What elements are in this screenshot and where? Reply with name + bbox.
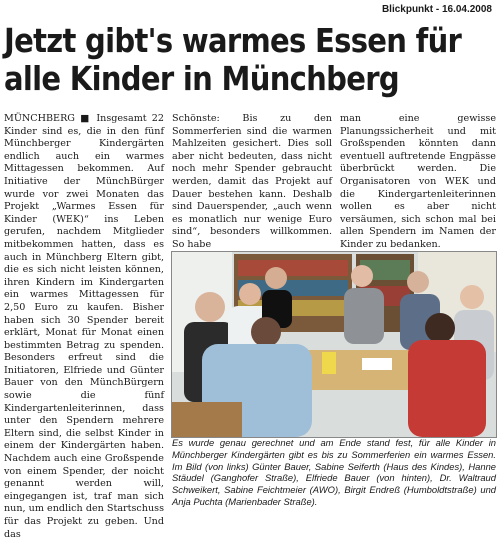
group-photo (171, 251, 497, 438)
article-column-2: Schönste: Bis zu den Sommerferien sind die warmen Mahlzeiten gesichert. Dies soll aber nicht bedeuten, dass nicht noch mehr Spender gebraucht werden, damit das Projekt auf Dauer bestehen kann. Deshalb sind Dauerspender, „auch wenn es monatlich nur wenige Euro sind“, besonders willkommen. So habe (172, 113, 332, 250)
source-date: Blickpunkt - 16.04.2008 (381, 4, 492, 15)
group-photo-illustration (172, 252, 496, 437)
headline-line-1: Jetzt gibt's warmes Essen für (4, 21, 462, 60)
headline-line-2: alle Kinder in Münchberg (4, 59, 399, 98)
article-column-3-text: man eine gewisse Planungssicherheit und mit Großspenden könnten dann eventuell auftretende Engpässe überbrückt werden. Die Organisatoren von WEK und die Kindergartenleiterinnen wollen es aber nicht versäumen, sich schon mal bei allen Spendern im Namen der Kinder zu bedanken. (340, 113, 496, 250)
article-column-3 (340, 113, 496, 250)
headline (4, 21, 462, 98)
article-column-1: MÜNCHBERG ■ Insgesamt 22 Kinder sind es, die in den fünf Münchberger Kindergärten endlich auch ein warmes Mittagessen bekommen. Auf Initiative der MünchBürger wurde vor zwei Monaten das Projekt „Warmes Essen für Kinder (WEK)“ ins Leben gerufen, nachdem Mitglieder mitbekommen hatten, dass es auch in Münchberg Eltern gibt, die es sich nicht leisten können, ihren Kindern im Kindergarten ein warmes Mittagessen für 2,50 Euro zu kaufen. Bisher haben sich 30 Spender bereit erklärt, Monat für Monat einen bestimmten Betrag zu spenden. Besonders erfreut sind die Initiatoren, Elfriede und Günter Bauer von den MünchBürgern sowie die fünf Kindergartenleiterinnen, dass unter den Spendern mehrere Eltern sind, die selbst Kinder in einem der Kindergärten haben. Nachdem auch eine Großspende von einem Spender, der noicht genannt werden will, eingegangen ist, traf man sich nun, um endlich den Startschuss für das Projekt zu geben. Und das (4, 113, 164, 540)
photo-caption: Es wurde genau gerechnet und am Ende stand fest, für alle Kinder in Münchberger Kindergärten gibt es bis zu Sommerferien ein warmes Essen. Im Bild (von links) Günter Bauer, Sabine Seiferth (Haus des Kindes), Hanne Stäudel (Ganghofer Straße), Elfriede Bauer (von hinten), Dr. Waltraud Schweikert, Sabine Feichtmeier (AWO), Birgit Endreß (Humboldtstraße) und Anja Puchta (Marienbader Straße). (172, 437, 496, 507)
